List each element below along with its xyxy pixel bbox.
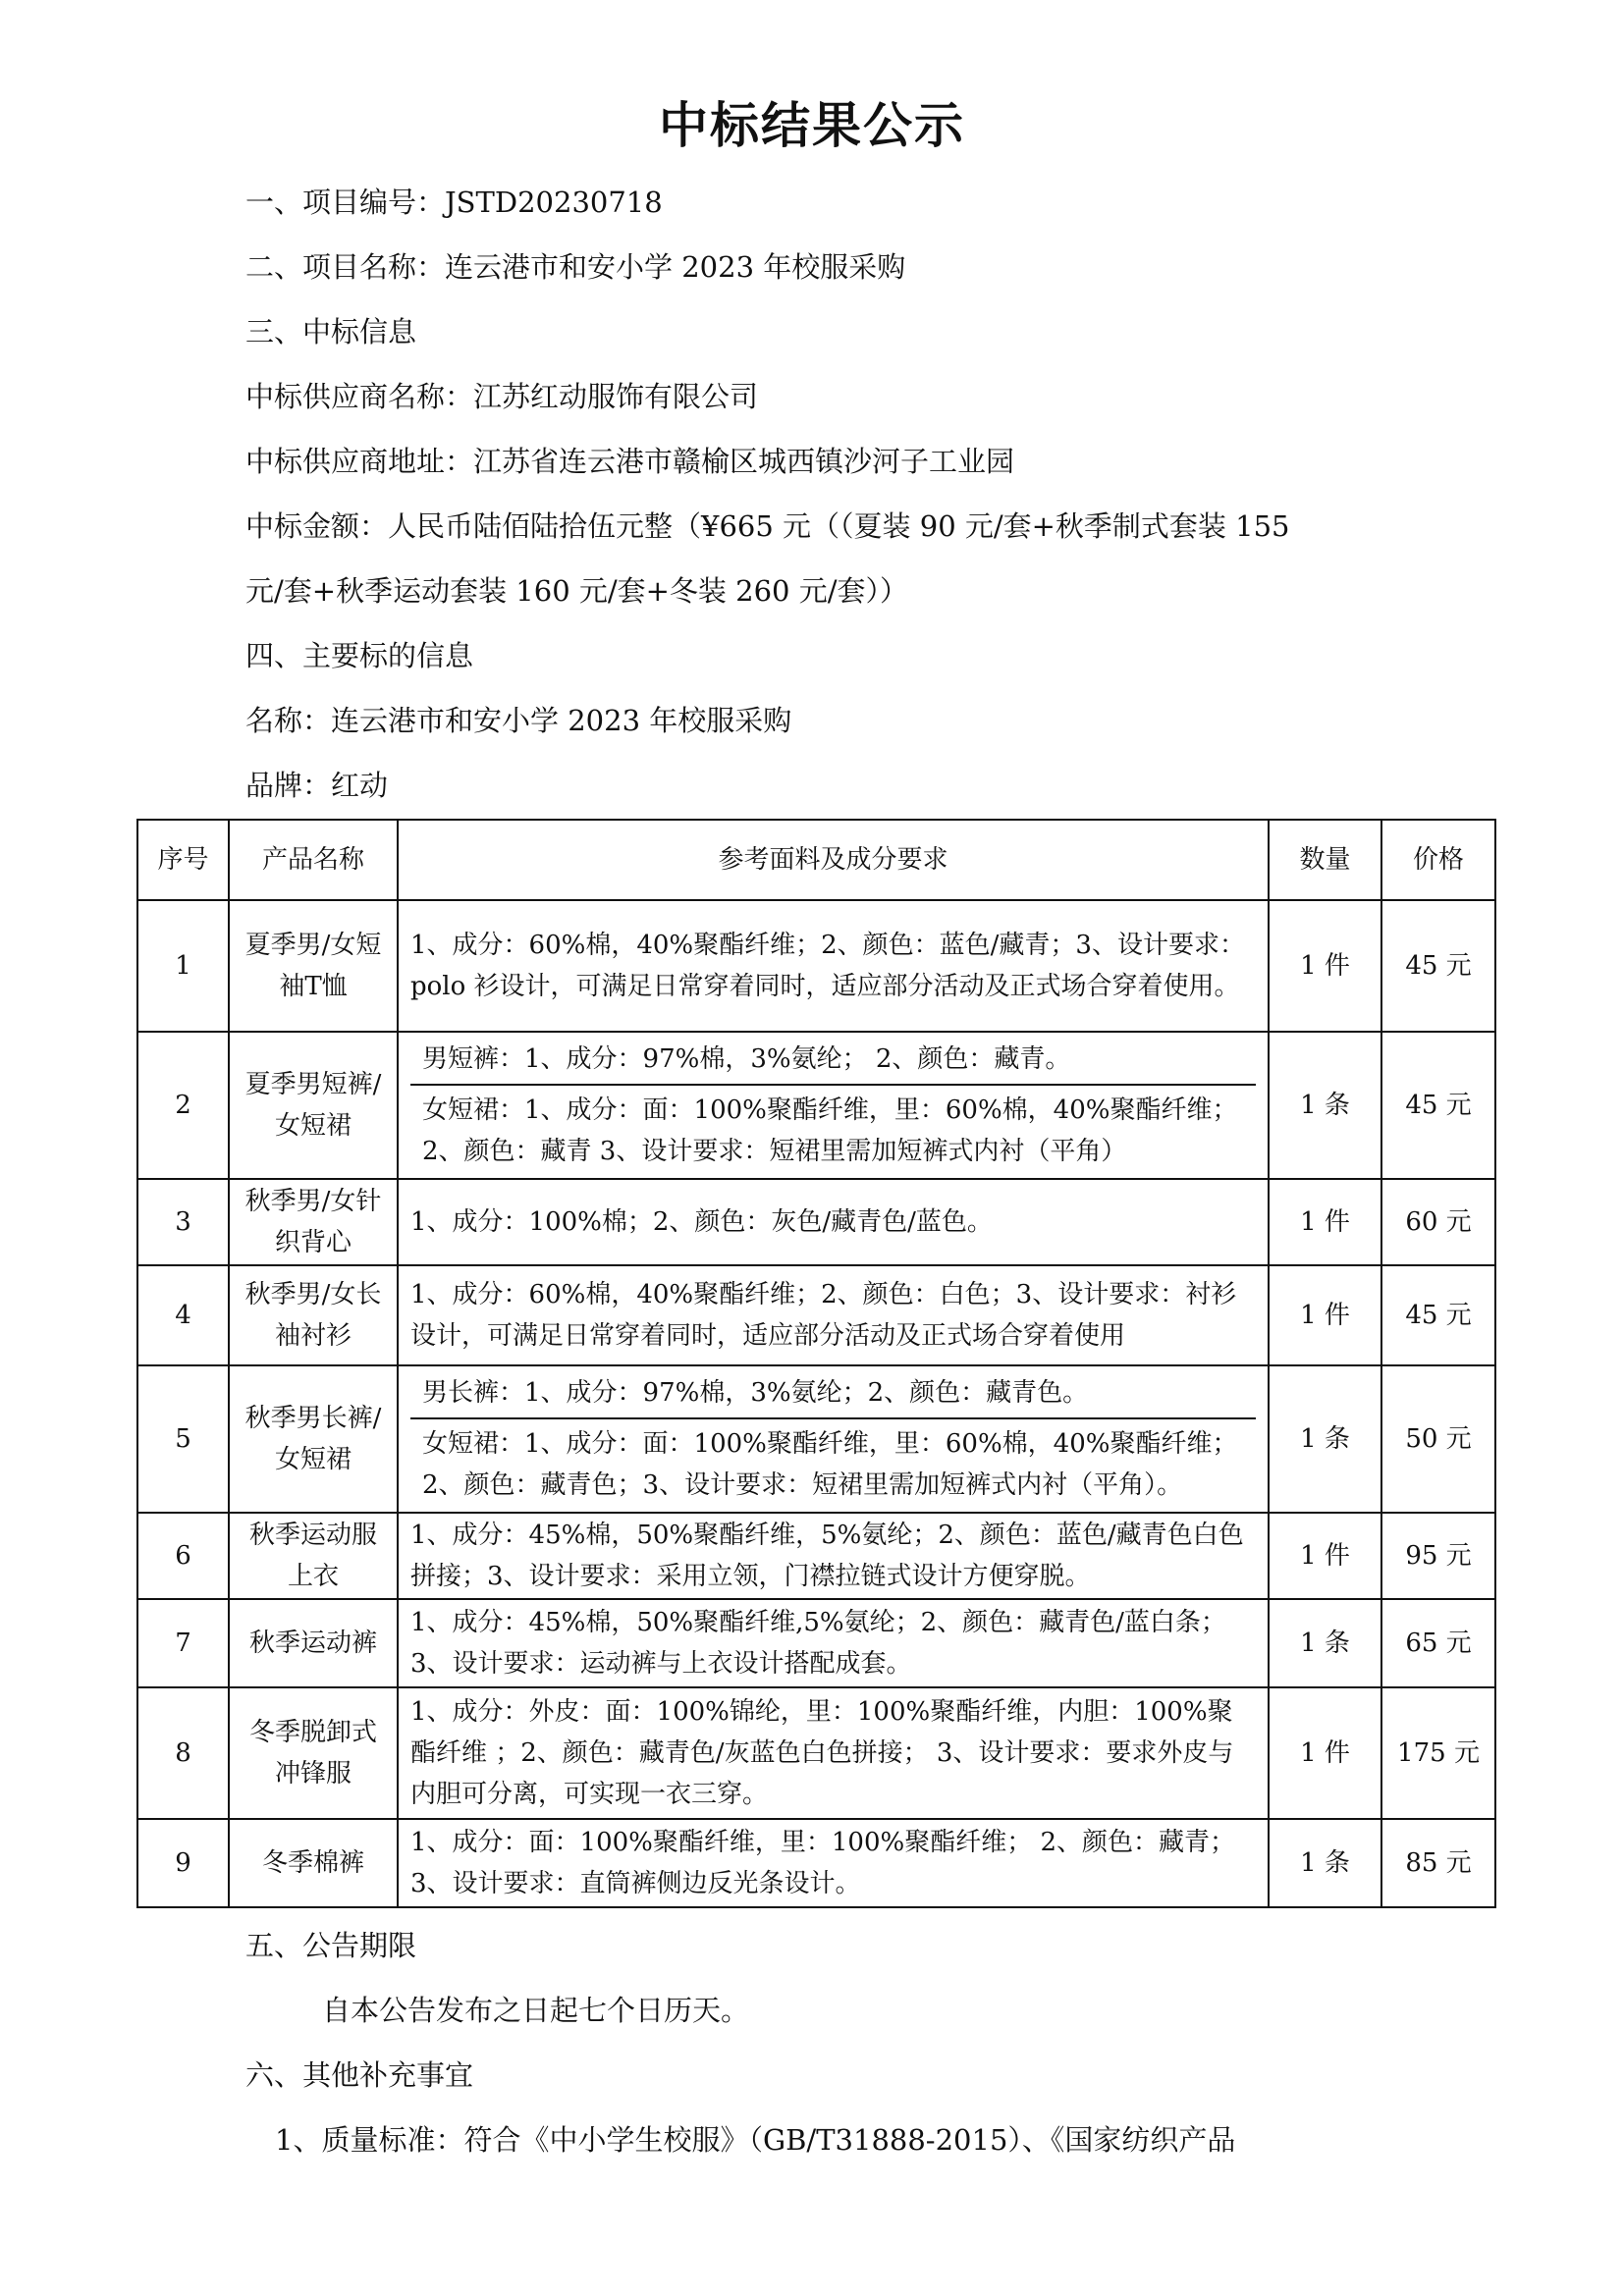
requirement-girls: 女短裙：1、成分：面：100%聚酯纤维，里：60%棉，40%聚酯纤维；2、颜色：藏青色；3、设计要求：短裙里需加短裤式内衬（平角）。 bbox=[410, 1417, 1256, 1510]
row-price: 45 元 bbox=[1381, 900, 1495, 1032]
row-requirements: 1、成分：100%棉；2、颜色：灰色/藏青色/蓝色。 bbox=[398, 1179, 1269, 1265]
table-row bbox=[137, 1179, 1495, 1265]
row-requirements: 1、成分：外皮：面：100%锦纶，里：100%聚酯纤维，内胆：100%聚酯纤维 ；2、颜色：藏青色/灰蓝色白色拼接； 3、设计要求：要求外皮与内胆可分离，可实现一衣三穿。 bbox=[398, 1687, 1269, 1819]
row-price: 85 元 bbox=[1381, 1819, 1495, 1907]
section-award-info-heading: 三、中标信息 bbox=[245, 315, 417, 348]
requirement-boys: 男短裤：1、成分：97%棉，3%氨纶； 2、颜色：藏青。 bbox=[422, 1044, 1071, 1074]
award-amount-line-1: 中标金额：人民币陆佰陆拾伍元整（¥665 元（（夏装 90 元/套+秋季制式套装 155 bbox=[245, 509, 1290, 543]
table-row bbox=[137, 1599, 1495, 1687]
row-no: 5 bbox=[137, 1365, 229, 1513]
item-name: 名称：连云港市和安小学 2023 年校服采购 bbox=[245, 704, 792, 737]
brand: 品牌：红动 bbox=[245, 769, 389, 802]
row-quantity: 1 条 bbox=[1269, 1032, 1381, 1179]
row-no: 3 bbox=[137, 1179, 229, 1265]
row-product: 冬季脱卸式冲锋服 bbox=[229, 1687, 398, 1819]
row-quantity: 1 条 bbox=[1269, 1599, 1381, 1687]
row-requirements: 1、成分：60%棉，40%聚酯纤维；2、颜色：蓝色/藏青；3、设计要求：polo 衫设计，可满足日常穿着同时，适应部分活动及正式场合穿着使用。 bbox=[398, 900, 1269, 1032]
row-no: 4 bbox=[137, 1265, 229, 1365]
project-number: 一、项目编号：JSTD20230718 bbox=[245, 186, 663, 219]
section-main-items-heading: 四、主要标的信息 bbox=[245, 639, 474, 672]
quality-standard: 1、质量标准：符合《中小学生校服》（GB/T31888-2015）、《国家纺织产品 bbox=[275, 2123, 1236, 2157]
table-row bbox=[137, 1687, 1495, 1819]
table-row bbox=[137, 1265, 1495, 1365]
table-row bbox=[137, 1365, 1495, 1513]
row-product: 秋季运动裤 bbox=[229, 1599, 398, 1687]
row-price: 95 元 bbox=[1381, 1513, 1495, 1599]
row-price: 50 元 bbox=[1381, 1365, 1495, 1513]
row-quantity: 1 件 bbox=[1269, 1687, 1381, 1819]
row-quantity: 1 件 bbox=[1269, 900, 1381, 1032]
row-product: 秋季男长裤/女短裙 bbox=[229, 1365, 398, 1513]
table-row bbox=[137, 1032, 1495, 1179]
row-requirements: 1、成分：45%棉，50%聚酯纤维，5%氨纶；2、颜色：蓝色/藏青色白色拼接；3、设计要求：采用立领，门襟拉链式设计方便穿脱。 bbox=[398, 1513, 1269, 1599]
items-table bbox=[136, 819, 1496, 1908]
table-row bbox=[137, 1819, 1495, 1907]
page-title: 中标结果公示 bbox=[659, 97, 965, 154]
row-quantity: 1 条 bbox=[1269, 1365, 1381, 1513]
header-quantity: 数量 bbox=[1269, 820, 1381, 900]
row-no: 8 bbox=[137, 1687, 229, 1819]
row-no: 9 bbox=[137, 1819, 229, 1907]
supplier-address: 中标供应商地址：江苏省连云港市赣榆区城西镇沙河子工业园 bbox=[245, 445, 1015, 478]
row-price: 45 元 bbox=[1381, 1265, 1495, 1365]
table-row bbox=[137, 1513, 1495, 1599]
row-product: 秋季男/女针织背心 bbox=[229, 1179, 398, 1265]
header-requirements: 参考面料及成分要求 bbox=[398, 820, 1269, 900]
row-no: 2 bbox=[137, 1032, 229, 1179]
row-quantity: 1 件 bbox=[1269, 1179, 1381, 1265]
row-product: 冬季棉裤 bbox=[229, 1819, 398, 1907]
row-quantity: 1 条 bbox=[1269, 1819, 1381, 1907]
row-quantity: 1 件 bbox=[1269, 1265, 1381, 1365]
row-product: 夏季男/女短袖T恤 bbox=[229, 900, 398, 1032]
row-product: 夏季男短裤/女短裙 bbox=[229, 1032, 398, 1179]
section-announcement-period-heading: 五、公告期限 bbox=[245, 1929, 417, 1962]
row-price: 65 元 bbox=[1381, 1599, 1495, 1687]
row-quantity: 1 件 bbox=[1269, 1513, 1381, 1599]
table-header-row bbox=[137, 820, 1495, 900]
row-no: 1 bbox=[137, 900, 229, 1032]
section-other-matters-heading: 六、其他补充事宜 bbox=[245, 2058, 474, 2092]
row-requirements: 1、成分：面：100%聚酯纤维，里：100%聚酯纤维； 2、颜色：藏青；3、设计要求：直筒裤侧边反光条设计。 bbox=[398, 1819, 1269, 1907]
row-requirements bbox=[398, 1032, 1269, 1179]
row-requirements: 1、成分：60%棉，40%聚酯纤维；2、颜色：白色；3、设计要求：衬衫设计，可满足日常穿着同时，适应部分活动及正式场合穿着使用 bbox=[398, 1265, 1269, 1365]
row-product: 秋季运动服上衣 bbox=[229, 1513, 398, 1599]
header-price: 价格 bbox=[1381, 820, 1495, 900]
row-price: 175 元 bbox=[1381, 1687, 1495, 1819]
header-no: 序号 bbox=[137, 820, 229, 900]
announcement-period: 自本公告发布之日起七个日历天。 bbox=[322, 1994, 750, 2027]
row-no: 6 bbox=[137, 1513, 229, 1599]
requirement-girls: 女短裙：1、成分：面：100%聚酯纤维，里：60%棉，40%聚酯纤维；2、颜色：藏青 3、设计要求：短裙里需加短裤式内衬（平角） bbox=[410, 1084, 1256, 1176]
supplier-name: 中标供应商名称：江苏红动服饰有限公司 bbox=[245, 380, 759, 413]
row-price: 60 元 bbox=[1381, 1179, 1495, 1265]
table-row bbox=[137, 900, 1495, 1032]
row-requirements: 1、成分：45%棉，50%聚酯纤维,5%氨纶；2、颜色：藏青色/蓝白条；3、设计要求：运动裤与上衣设计搭配成套。 bbox=[398, 1599, 1269, 1687]
row-no: 7 bbox=[137, 1599, 229, 1687]
row-requirements bbox=[398, 1365, 1269, 1513]
row-product: 秋季男/女长袖衬衫 bbox=[229, 1265, 398, 1365]
header-product: 产品名称 bbox=[229, 820, 398, 900]
award-amount-line-2: 元/套+秋季运动套装 160 元/套+冬装 260 元/套）） bbox=[245, 574, 908, 608]
project-name: 二、项目名称：连云港市和安小学 2023 年校服采购 bbox=[245, 250, 906, 284]
row-price: 45 元 bbox=[1381, 1032, 1495, 1179]
requirement-boys: 男长裤：1、成分：97%棉，3%氨纶；2、颜色：藏青色。 bbox=[422, 1378, 1089, 1408]
